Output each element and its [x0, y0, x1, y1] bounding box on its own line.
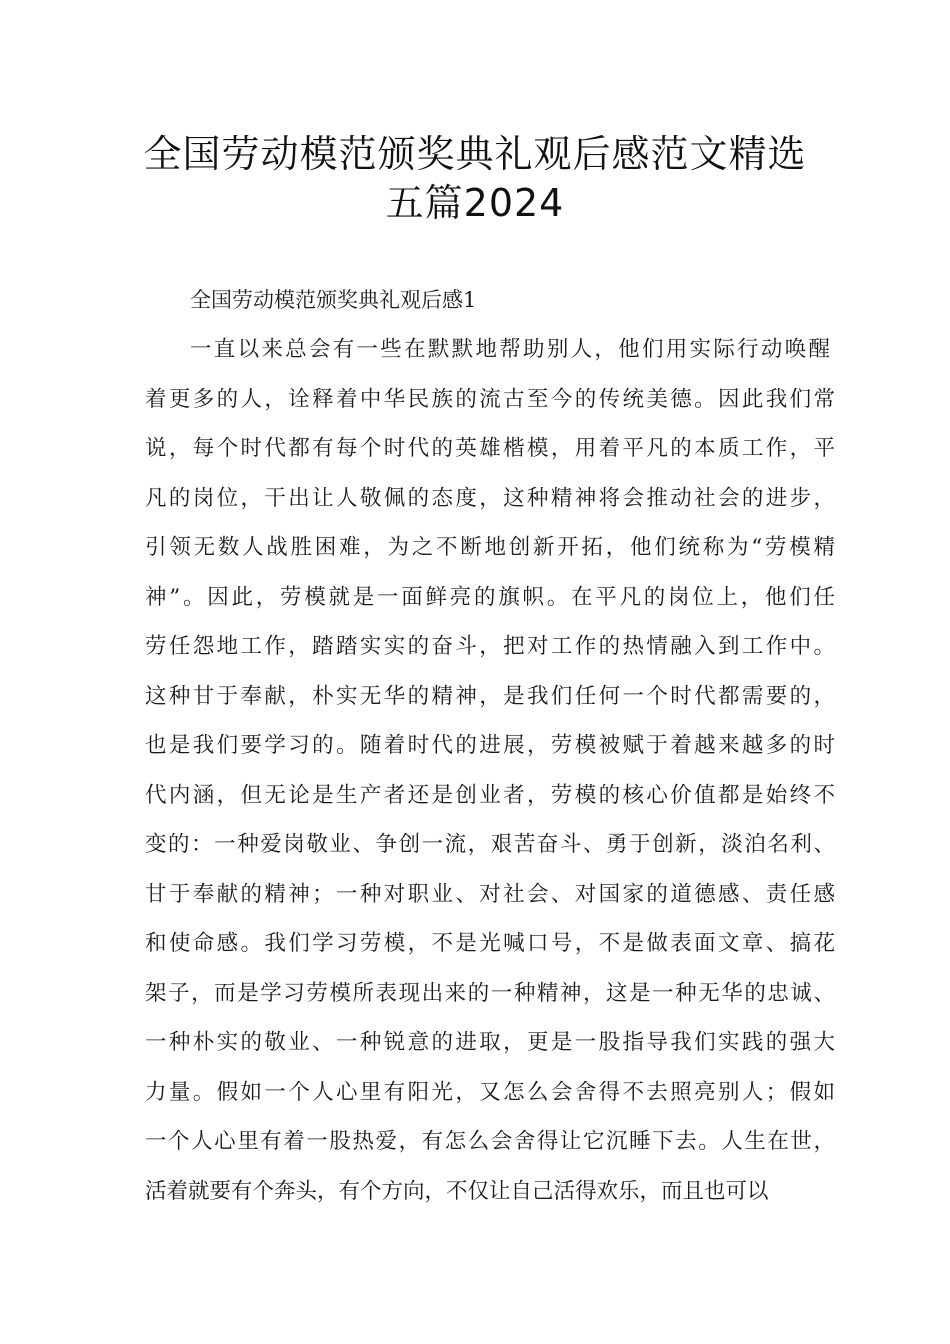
- paragraph-line: 说，每个时代都有每个时代的英雄楷模，用着平凡的本质工作，平: [145, 436, 835, 461]
- document-title-line-1: 全国劳动模范颁奖典礼观后感范文精选: [143, 132, 807, 176]
- paragraph-line: 一直以来总会有一些在默默地帮助别人，他们用实际行动唤醒: [190, 337, 830, 362]
- paragraph-line: 着更多的人，诠释着中华民族的流古至今的传统美德。因此我们常: [145, 387, 835, 412]
- paragraph-line: 劳任怨地工作，踏踏实实的奋斗，把对工作的热情融入到工作中。: [145, 634, 835, 659]
- section-heading: 全国劳动模范颁奖典礼观后感1: [190, 288, 477, 312]
- document-title-line-2: 五篇2024: [385, 181, 565, 225]
- paragraph-line: 这种甘于奉献，朴实无华的精神，是我们任何一个时代都需要的，: [145, 684, 835, 709]
- paragraph-line: 架子，而是学习劳模所表现出来的一种精神，这是一种无华的忠诚、: [145, 981, 835, 1006]
- paragraph-line: 一种朴实的敬业、一种锐意的进取，更是一股指导我们实践的强大: [145, 1030, 835, 1055]
- paragraph-line: 活着就要有个奔头，有个方向，不仅让自己活得欢乐，而且也可以: [145, 1179, 769, 1204]
- paragraph-line: 引领无数人战胜困难，为之不断地创新开拓，他们统称为“劳模精: [145, 535, 835, 560]
- paragraph-line: 神”。因此，劳模就是一面鲜亮的旗帜。在平凡的岗位上，他们任: [145, 585, 835, 610]
- paragraph-line: 力量。假如一个人心里有阳光，又怎么会舍得不去照亮别人；假如: [145, 1080, 835, 1105]
- paragraph-line: 变的：一种爱岗敬业、争创一流，艰苦奋斗、勇于创新，淡泊名利、: [145, 832, 835, 857]
- paragraph-line: 甘于奉献的精神；一种对职业、对社会、对国家的道德感、责任感: [145, 882, 835, 907]
- paragraph-line: 也是我们要学习的。随着时代的进展，劳模被赋于着越来越多的时: [145, 733, 835, 758]
- paragraph-line: 和使命感。我们学习劳模，不是光喊口号，不是做表面文章、搞花: [145, 931, 835, 956]
- paragraph-line: 代内涵，但无论是生产者还是创业者，劳模的核心价值都是始终不: [145, 783, 835, 808]
- paragraph-line: 一个人心里有着一股热爱，有怎么会舍得让它沉睡下去。人生在世，: [145, 1129, 835, 1154]
- paragraph-line: 凡的岗位，干出让人敬佩的态度，这种精神将会推动社会的进步，: [145, 486, 835, 511]
